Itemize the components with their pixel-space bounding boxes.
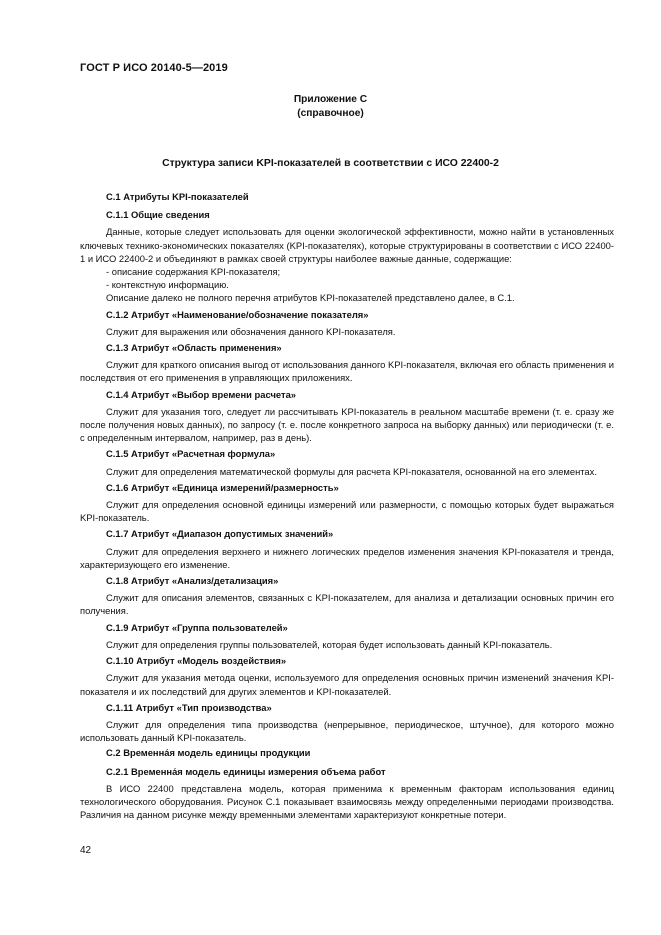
section-heading: С.2 Временна́я модель единицы продукции xyxy=(106,747,311,759)
section-heading: С.1 Атрибуты KPI-показателей xyxy=(106,191,249,202)
appendix-title: Приложение С xyxy=(293,94,368,105)
document-title: Структура записи KPI-показателей в соответствии с ИСО 22400-2 xyxy=(162,158,499,169)
subsection-heading: С.1.4 Атрибут «Выбор времени расчета» xyxy=(106,388,296,400)
subsection-heading: С.2.1 Временна́я модель единицы измерения объема работ xyxy=(106,765,386,777)
paragraph: Служит для определения верхнего и нижнего логических пределов изменения значения KPI-показателя и тренда, характеризующего его изменение. xyxy=(80,545,614,570)
paragraph: Служит для определения основной единицы измерений или размерности, с помощью которых будет выражаться KPI-показатель. xyxy=(80,499,614,524)
subsection-heading: С.1.3 Атрибут «Область применения» xyxy=(106,342,282,354)
paragraph: Служит для определения типа производства (непрерывное, периодическое, штучное), для которого можно использовать данный KPI-показатель. xyxy=(80,718,614,744)
paragraph: Служит для описания элементов, связанных с KPI-показателем, для анализа и детализации основных причин его получения. xyxy=(80,592,614,617)
subsection-heading: С.1.1 Общие сведения xyxy=(106,209,210,221)
paragraph: Служит для указания метода оценки, используемого для определения основных причин изменений значения KPI-показателя и их последствий для других элементов и KPI-показателей. xyxy=(80,672,614,697)
subsection-heading: С.1.10 Атрибут «Модель воздействия» xyxy=(106,655,287,667)
paragraph: Служит для краткого описания выгод от использования данного KPI-показателя, включая его область применения и последствия от его применения в управляющих приложениях. xyxy=(80,359,614,384)
appendix-subtitle: (справочное) xyxy=(297,108,364,119)
paragraph: Служит для выражения или обозначения данного KPI-показателя. xyxy=(106,325,396,337)
paragraph: Служит для определения группы пользователей, которая будет использовать данный KPI-показатель. xyxy=(106,638,553,650)
document-body xyxy=(80,188,614,821)
standard-header: ГОСТ Р ИСО 20140-5—2019 xyxy=(80,62,228,74)
paragraph: Описание далеко не полного перечня атрибутов KPI-показателей представлено далее, в С.1. xyxy=(106,292,515,304)
subsection-heading: С.1.11 Атрибут «Тип производства» xyxy=(106,701,272,713)
subsection-heading: С.1.8 Атрибут «Анализ/детализация» xyxy=(106,575,279,587)
subsection-heading: С.1.2 Атрибут «Наименование/обозначение показателя» xyxy=(106,308,369,320)
list-item: - описание содержания KPI-показателя; xyxy=(106,266,281,278)
subsection-heading: С.1.9 Атрибут «Группа пользователей» xyxy=(106,621,288,633)
paragraph: Данные, которые следует использовать для оценки экологической эффективности, можно найти в установленных ключевых технико-экономических показателях (KPI-показателях), которые структурированы в соответствии с ИСО 22400-1 и ИСО 22400-2 и объединяют в рамках своей структуры наиболее важные данные, содержащие: xyxy=(80,226,614,264)
subsection-heading: С.1.6 Атрибут «Единица измерений/размерность» xyxy=(106,481,339,493)
paragraph: Служит для определения математической формулы для расчета KPI-показателя, основанной на его элементах. xyxy=(106,465,597,477)
paragraph: Служит для указания того, следует ли рассчитывать KPI-показатель в реальном масштабе времени (т. е. сразу же после получения новых данных), по запросу (т. е. после конкретного запроса на выборку данных) или периодически (т. е. с определенным интервалом, например, раз в день). xyxy=(80,405,614,444)
subsection-heading: С.1.7 Атрибут «Диапазон допустимых значений» xyxy=(106,528,334,540)
subsection-heading: С.1.5 Атрибут «Расчетная формула» xyxy=(106,448,276,460)
list-item: - контекстную информацию. xyxy=(106,279,229,291)
page-number: 42 xyxy=(80,845,92,856)
paragraph: В ИСО 22400 представлена модель, которая применима к временным факторам использования единиц технологического оборудования. Рисунок С.1 показывает взаимосвязь между определенными периодами производства. Различия на данном рисунке между временными элементами характеризуют конкретные потери. xyxy=(80,782,614,821)
